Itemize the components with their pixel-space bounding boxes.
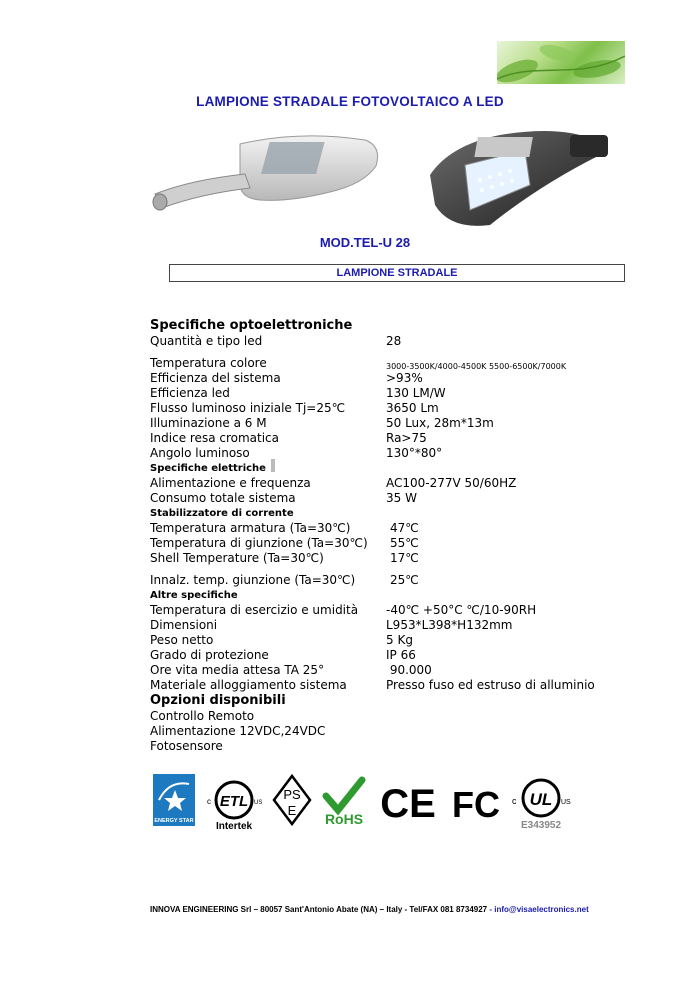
rohs-logo xyxy=(316,770,372,832)
spec-label: Quantità e tipo led xyxy=(150,334,263,348)
spec-row-consumo xyxy=(150,491,417,506)
spec-row-alimentazione xyxy=(150,476,517,491)
leaf-header-image xyxy=(497,41,625,84)
street-lamp-photo-side xyxy=(150,122,382,222)
spec-row-eff-sistema xyxy=(150,371,423,386)
option-item: Alimentazione 12VDC,24VDC xyxy=(150,724,326,738)
spec-label: Efficienza del sistema xyxy=(150,371,281,385)
spec-value: 130 LM/W xyxy=(386,386,446,400)
etl-intertek-logo xyxy=(205,770,263,832)
etl-us-text: US xyxy=(254,800,263,806)
etl-c-text: c xyxy=(207,797,211,806)
spec-value: 130°*80° xyxy=(386,446,443,460)
spec-label: Efficienza led xyxy=(150,386,230,400)
spec-label: Flusso luminoso iniziale Tj=25℃ xyxy=(150,401,346,415)
page-footer xyxy=(150,905,670,914)
section-stabilizzatore-heading: Stabilizzatore di corrente xyxy=(150,508,294,519)
spec-label: Temperatura colore xyxy=(150,356,267,370)
fcc-logo xyxy=(448,770,504,832)
spec-row-shell xyxy=(150,551,419,566)
spec-row-temp-giunzione xyxy=(150,536,419,551)
section-opto-heading: Specifiche optoelettroniche xyxy=(150,318,353,333)
ce-text: CE xyxy=(380,782,436,826)
spec-label: Grado di protezione xyxy=(150,648,269,662)
spec-row-innalz xyxy=(150,573,419,588)
etl-text: ETL xyxy=(219,793,249,810)
spec-value: L953*L398*H132mm xyxy=(386,618,513,632)
spec-label: Materiale alloggiamento sistema xyxy=(150,678,347,692)
spec-row-temp-armatura xyxy=(150,521,419,536)
section-elettriche-heading: Specifiche elettriche xyxy=(150,463,266,474)
energy-star-logo xyxy=(153,770,195,832)
spec-label: Innalz. temp. giunzione (Ta=30℃) xyxy=(150,573,356,587)
rohs-text: RoHS xyxy=(324,811,364,827)
spec-row-peso xyxy=(150,633,413,648)
spec-row-flusso xyxy=(150,401,439,416)
spec-value: Ra>75 xyxy=(386,431,427,445)
pse-top-text: PS xyxy=(283,787,301,802)
energy-star-text: ENERGY STAR xyxy=(154,818,194,824)
fc-text: FC xyxy=(452,784,500,825)
spec-label: Dimensioni xyxy=(150,618,218,632)
product-category-box: LAMPIONE STRADALE xyxy=(169,264,625,282)
spec-row-angolo xyxy=(150,446,443,461)
spec-value: AC100-277V 50/60HZ xyxy=(386,476,517,490)
footer-dash: - xyxy=(487,905,495,914)
spec-label: Ore vita media attesa TA 25° xyxy=(150,663,325,677)
spec-row-esercizio xyxy=(150,603,537,618)
ul-logo xyxy=(508,770,578,832)
spec-label: Alimentazione e frequenza xyxy=(150,476,311,490)
footer-text: INNOVA ENGINEERING Srl – 80057 Sant'Antonio Abate (NA) – Italy - Tel/FAX 081 8734927 xyxy=(150,905,488,914)
spec-value: 50 Lux, 28m*13m xyxy=(386,416,494,430)
ul-text: UL xyxy=(529,790,553,809)
spec-value: 5 Kg xyxy=(386,633,413,647)
ul-c-text: c xyxy=(512,796,517,806)
text-cursor-mark xyxy=(271,459,275,472)
spec-label: Consumo totale sistema xyxy=(150,491,296,505)
spec-value: IP 66 xyxy=(386,648,416,662)
spec-value: 47℃ xyxy=(390,521,419,535)
spec-value: 3650 Lm xyxy=(386,401,439,415)
spec-row-qty xyxy=(150,334,402,349)
spec-row-illuminazione xyxy=(150,416,494,431)
section-opzioni-heading: Opzioni disponibili xyxy=(150,693,286,708)
spec-row-dimensioni xyxy=(150,618,513,633)
spec-value: 90.000 xyxy=(386,663,432,677)
spec-value: 17℃ xyxy=(390,551,419,565)
spec-row-temp-colore xyxy=(150,356,567,371)
pse-logo xyxy=(272,770,312,832)
page-title: LAMPIONE STRADALE FOTOVOLTAICO A LED xyxy=(196,94,504,109)
spec-label: Indice resa cromatica xyxy=(150,431,280,445)
spec-value: 35 W xyxy=(386,491,417,505)
spec-row-materiale xyxy=(150,678,595,693)
spec-value: >93% xyxy=(386,371,423,385)
spec-value: Presso fuso ed estruso di alluminio xyxy=(386,678,595,692)
spec-value: 28 xyxy=(386,334,402,348)
intertek-text: Intertek xyxy=(215,821,253,832)
spec-row-vita xyxy=(150,663,432,678)
spec-value: 25℃ xyxy=(390,573,419,587)
street-lamp-photo-front xyxy=(420,125,610,230)
model-code: MOD.TEL-U 28 xyxy=(319,235,411,250)
ul-number-text: E343952 xyxy=(520,820,562,831)
footer-email-link[interactable]: info@visaelectronics.net xyxy=(494,905,589,914)
spec-label: Temperatura armatura (Ta=30℃) xyxy=(150,521,351,535)
spec-value: 55℃ xyxy=(390,536,419,550)
option-item: Controllo Remoto xyxy=(150,709,255,723)
spec-row-resa xyxy=(150,431,427,446)
spec-label: Temperatura di esercizio e umidità xyxy=(150,603,359,617)
spec-label: Shell Temperature (Ta=30℃) xyxy=(150,551,324,565)
spec-label: Illuminazione a 6 M xyxy=(150,416,267,430)
spec-row-protezione xyxy=(150,648,416,663)
spec-label: Temperatura di giunzione (Ta=30℃) xyxy=(150,536,368,550)
section-altre-heading: Altre specifiche xyxy=(150,590,238,601)
ul-us-text: US xyxy=(561,799,571,806)
spec-row-eff-led xyxy=(150,386,446,401)
pse-bottom-text: E xyxy=(287,803,297,818)
ce-logo xyxy=(380,770,436,832)
spec-label: Angolo luminoso xyxy=(150,446,250,460)
spec-value: 3000-3500K/4000-4500K 5500-6500K/7000K xyxy=(386,362,567,371)
spec-value: -40℃ +50°C ℃/10-90RH xyxy=(386,603,537,617)
spec-label: Peso netto xyxy=(150,633,214,647)
option-item: Fotosensore xyxy=(150,739,223,753)
